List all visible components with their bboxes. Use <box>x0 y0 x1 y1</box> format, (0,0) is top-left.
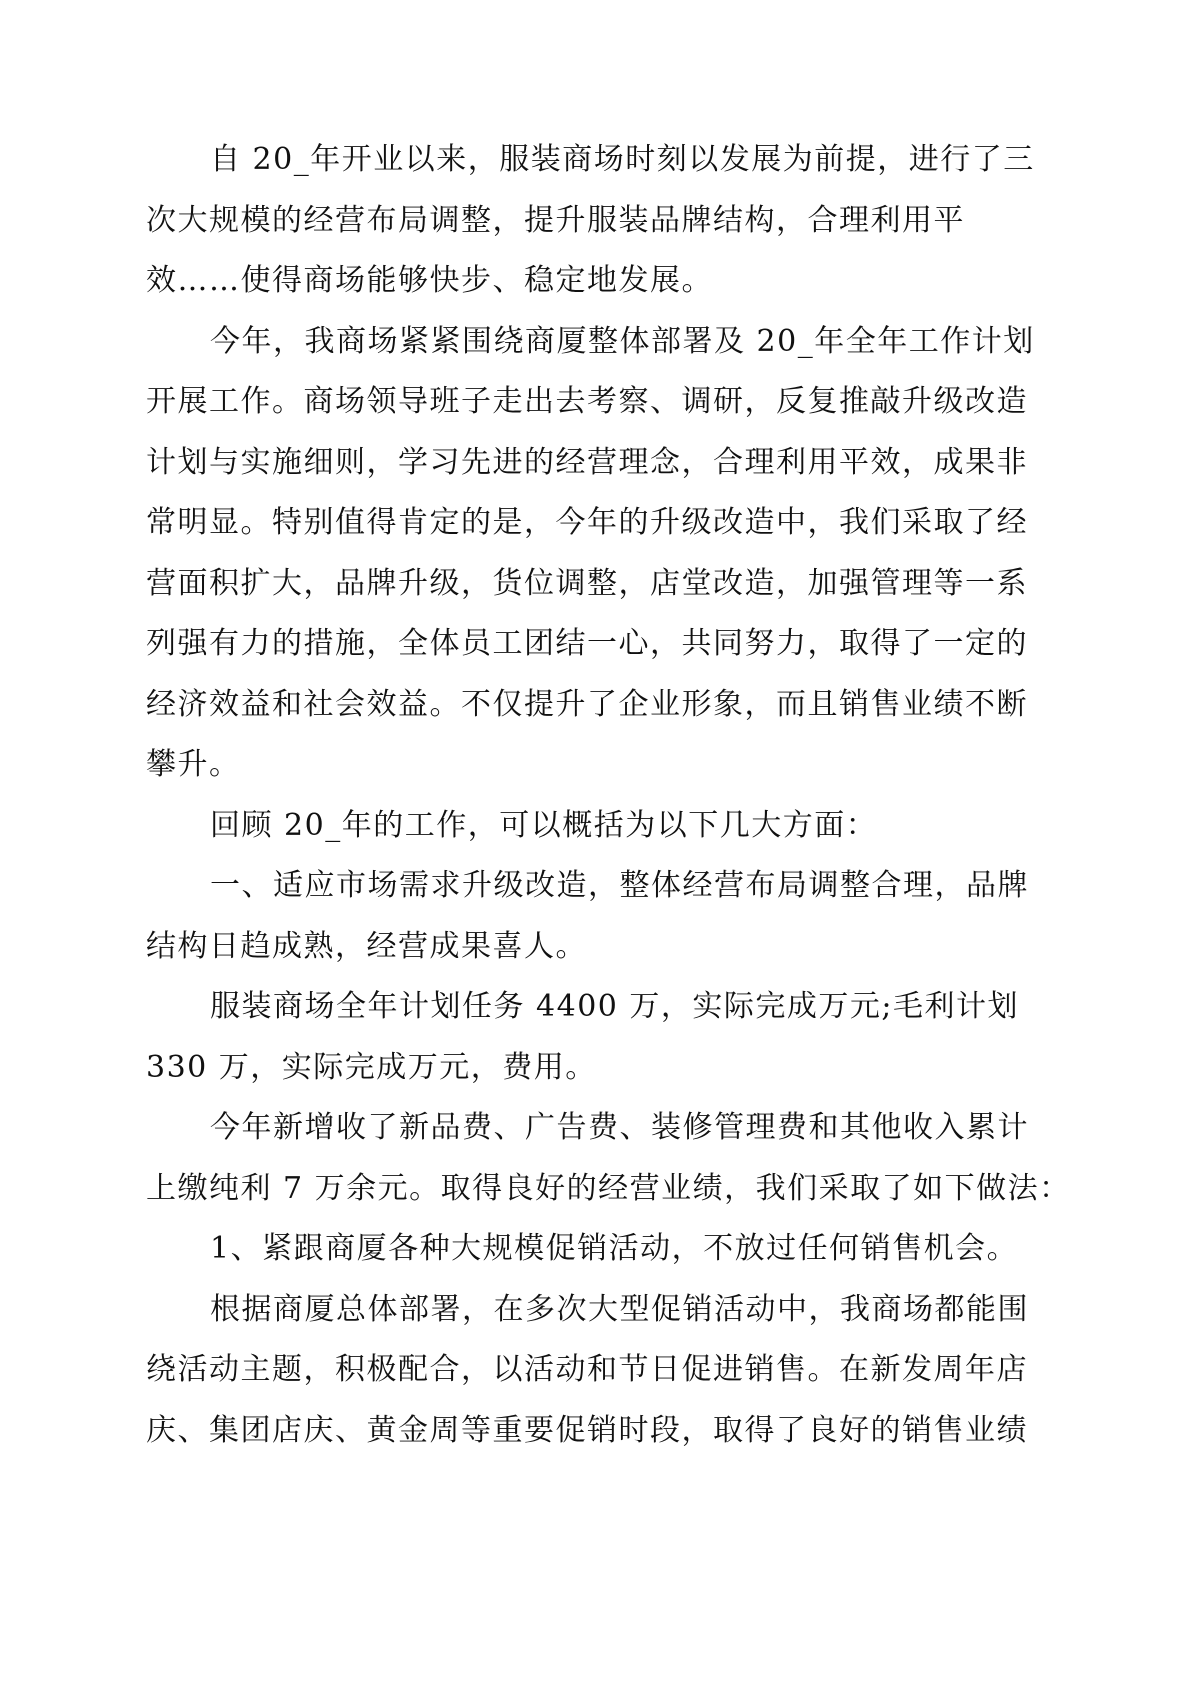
text-line: 自 20_年开业以来，服装商场时刻以发展为前提，进行了三 <box>210 142 1035 177</box>
text-line: 今年新增收了新品费、广告费、装修管理费和其他收入累计 <box>210 1110 1029 1145</box>
text-line: 常明显。特别值得肯定的是，今年的升级改造中，我们采取了经 <box>146 505 1028 540</box>
text-line: 开展工作。商场领导班子走出去考察、调研，反复推敲升级改造 <box>146 384 1028 419</box>
text-line: 经济效益和社会效益。不仅提升了企业形象，而且销售业绩不断 <box>146 686 1028 722</box>
text-line: 330 万，实际完成万元，费用。 <box>146 1049 597 1085</box>
text-line: 一、适应市场需求升级改造，整体经营布局调整合理，品牌 <box>210 868 1029 903</box>
text-line: 庆、集团店庆、黄金周等重要促销时段，取得了良好的销售业绩 <box>146 1412 1028 1448</box>
text-line: 上缴纯利 7 万余元。取得良好的经营业绩，我们采取了如下做法： <box>146 1170 1071 1206</box>
text-line: 计划与实施细则，学习先进的经营理念，合理利用平效，成果非 <box>146 444 1028 480</box>
text-line: 回顾 20_年的工作，可以概括为以下几大方面： <box>210 807 878 843</box>
text-line: 根据商厦总体部署，在多次大型促销活动中，我商场都能围 <box>210 1291 1029 1327</box>
text-line: 列强有力的措施，全体员工团结一心，共同努力，取得了一定的 <box>146 626 1028 661</box>
document-body <box>146 130 1071 1461</box>
text-line: 效……使得商场能够快步、稳定地发展。 <box>146 263 713 298</box>
text-line: 服装商场全年计划任务 4400 万，实际完成万元;毛利计划 <box>210 989 1020 1024</box>
text-line: 绕活动主题，积极配合，以活动和节日促进销售。在新发周年店 <box>146 1352 1028 1387</box>
text-line: 结构日趋成熟，经营成果喜人。 <box>146 928 587 964</box>
text-line: 次大规模的经营布局调整，提升服装品牌结构，合理利用平 <box>146 202 965 238</box>
text-line: 营面积扩大，品牌升级，货位调整，店堂改造，加强管理等一系 <box>146 565 1028 601</box>
text-line: 1、紧跟商厦各种大规模促销活动，不放过任何销售机会。 <box>210 1231 1019 1266</box>
text-line: 攀升。 <box>146 747 241 782</box>
text-line: 今年，我商场紧紧围绕商厦整体部署及 20_年全年工作计划 <box>210 323 1035 359</box>
